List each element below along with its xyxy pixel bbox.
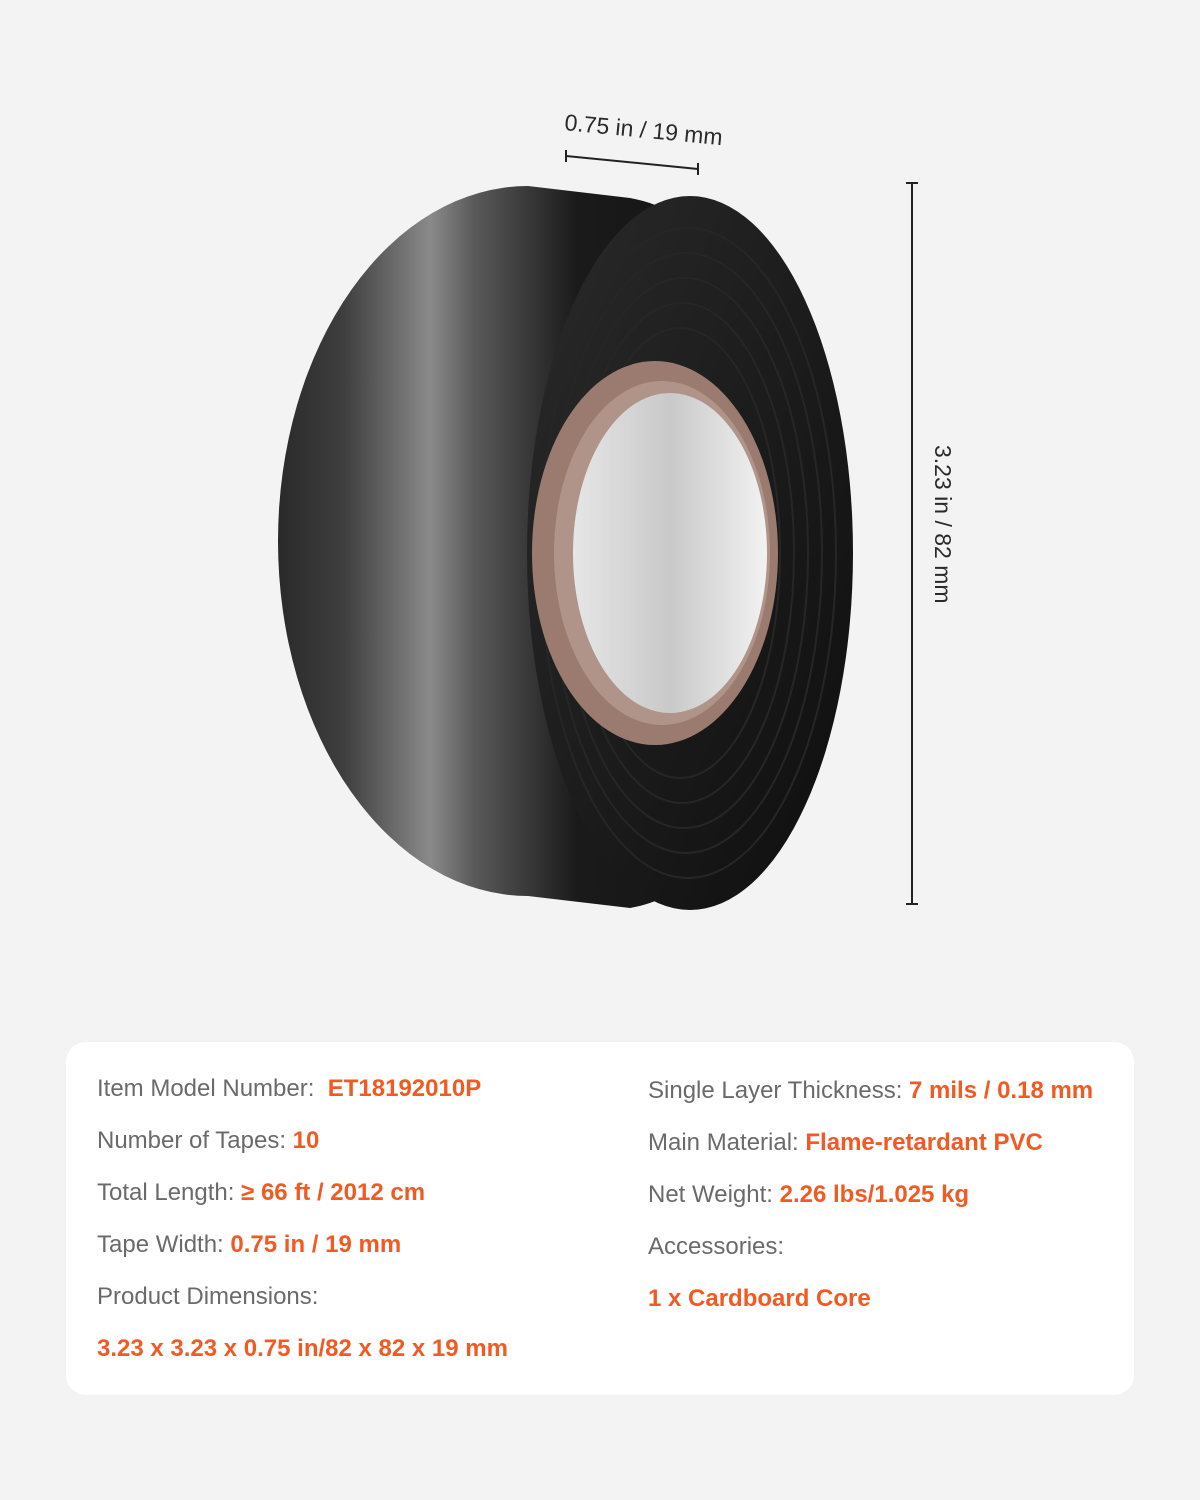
- core-hole: [573, 393, 767, 713]
- spec-main-material-label: Main Material:: [648, 1129, 799, 1156]
- spec-accessories-label-line: [648, 1232, 784, 1262]
- spec-product-dimensions-value: 3.23 x 3.23 x 0.75 in/82 x 82 x 19 mm: [97, 1335, 508, 1362]
- spec-number-of-tapes: [97, 1126, 319, 1156]
- spec-layer-thickness-value: 7 mils / 0.18 mm: [909, 1077, 1094, 1104]
- spec-main-material-value: Flame-retardant PVC: [805, 1129, 1043, 1156]
- spec-product-dimensions-label-line: [97, 1282, 318, 1312]
- spec-main-material: [648, 1128, 1043, 1158]
- height-dimension: [906, 183, 918, 904]
- spec-tape-width-value: 0.75 in / 19 mm: [230, 1231, 402, 1258]
- spec-net-weight-value: 2.26 lbs/1.025 kg: [779, 1181, 970, 1208]
- spec-layer-thickness: [648, 1076, 1093, 1106]
- spec-product-dimensions-value-line: [97, 1334, 508, 1364]
- spec-tape-width-label: Tape Width:: [97, 1231, 224, 1258]
- height-dimension-label: 3.23 in / 82 mm: [930, 445, 956, 604]
- spec-tape-width: [97, 1230, 401, 1260]
- spec-model-number-value: ET18192010P: [327, 1075, 482, 1102]
- spec-number-of-tapes-value: 10: [292, 1127, 320, 1154]
- spec-net-weight: [648, 1180, 969, 1210]
- spec-net-weight-label: Net Weight:: [648, 1181, 773, 1208]
- width-dimension-label: 0.75 in / 19 mm: [563, 109, 724, 151]
- spec-layer-thickness-label: Single Layer Thickness:: [648, 1077, 903, 1104]
- spec-accessories-label: Accessories:: [648, 1233, 785, 1260]
- specifications-card: [66, 1042, 1134, 1395]
- spec-total-length-label: Total Length:: [97, 1179, 235, 1206]
- spec-number-of-tapes-label: Number of Tapes:: [97, 1127, 286, 1154]
- spec-accessories-value-line: [648, 1284, 871, 1314]
- spec-model-number-label: Item Model Number:: [97, 1075, 315, 1102]
- width-dimension: [566, 150, 698, 175]
- spec-accessories-value: 1 x Cardboard Core: [648, 1285, 871, 1312]
- spec-total-length-value: ≥ 66 ft / 2012 cm: [241, 1179, 426, 1206]
- spec-model-number: [97, 1074, 481, 1104]
- spec-total-length: [97, 1178, 425, 1208]
- spec-product-dimensions-label: Product Dimensions:: [97, 1283, 319, 1310]
